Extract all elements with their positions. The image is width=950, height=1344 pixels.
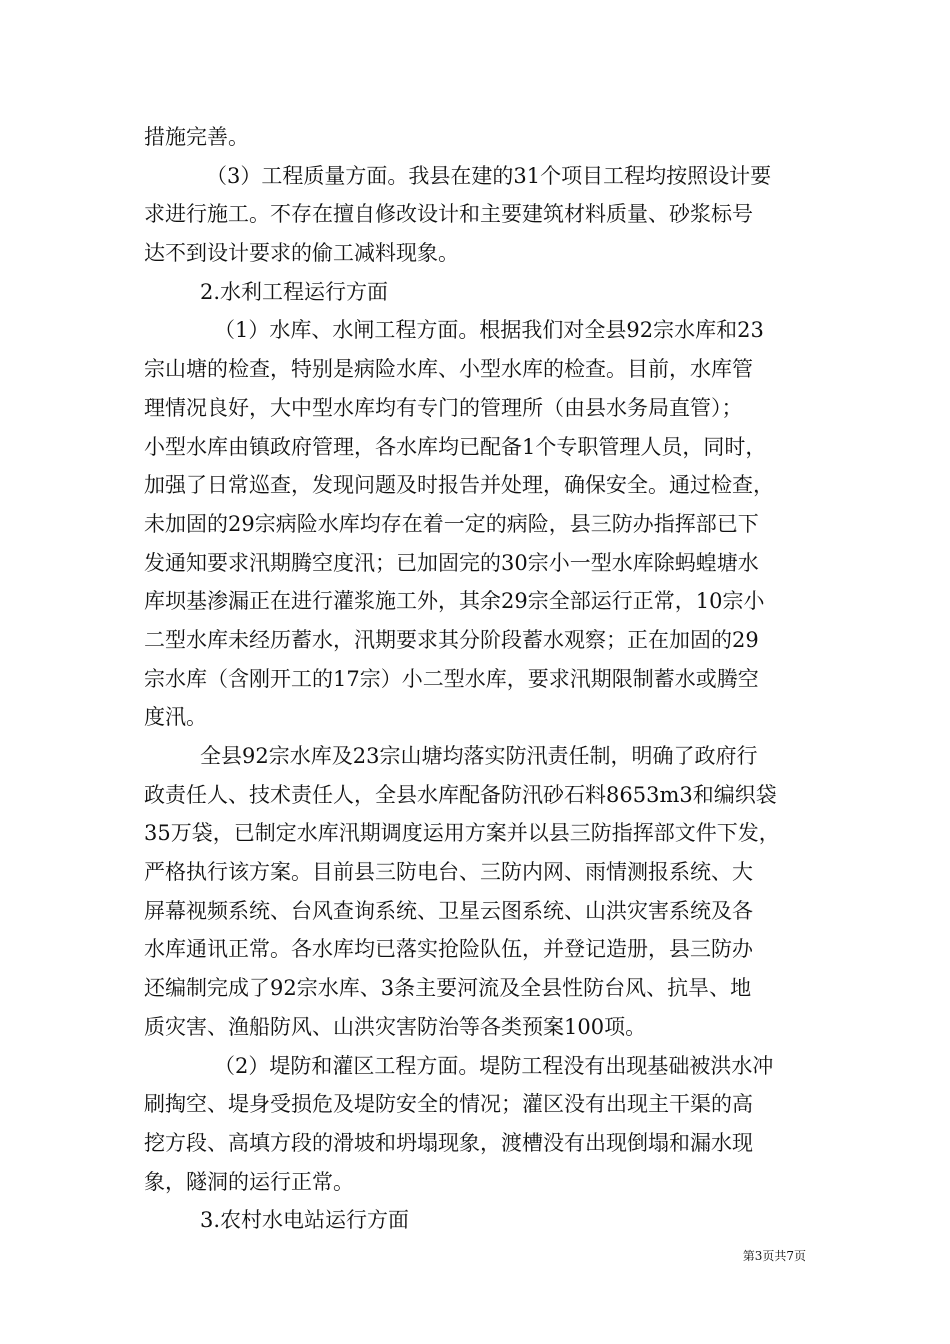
text-line: 35万袋，已制定水库汛期调度运用方案并以县三防指挥部文件下发， bbox=[144, 821, 780, 846]
document-body bbox=[144, 118, 808, 1240]
text-line: 未加固的29宗病险水库均存在着一定的病险，县三防办指挥部已下 bbox=[144, 511, 759, 536]
text-line: 发通知要求汛期腾空度汛；已加固完的30宗小一型水库除蚂蝗塘水 bbox=[144, 550, 759, 575]
text-line: 水库通讯正常。各水库均已落实抢险队伍，并登记造册，县三防办 bbox=[144, 937, 753, 962]
section-heading: 2.水利工程运行方面 bbox=[200, 279, 389, 304]
text-line: 达不到设计要求的偷工减料现象。 bbox=[144, 241, 459, 266]
text-line: 措施完善。 bbox=[144, 125, 249, 149]
text-line: 质灾害、渔船防风、山洪灾害防治等各类预案100项。 bbox=[144, 1014, 647, 1039]
page-number: 第3页共7页 bbox=[742, 1249, 806, 1263]
text-line: 加强了日常巡查，发现问题及时报告并处理，确保安全。通过检查， bbox=[144, 473, 774, 498]
text-line: 还编制完成了92宗水库、3条主要河流及全县性防台风、抗旱、地 bbox=[144, 976, 752, 1001]
text-line: 二型水库未经历蓄水，汛期要求其分阶段蓄水观察；正在加固的29 bbox=[144, 627, 759, 652]
text-line: 宗山塘的检查，特别是病险水库、小型水库的检查。目前，水库管 bbox=[144, 357, 753, 382]
text-line: 屏幕视频系统、台风查询系统、卫星云图系统、山洪灾害系统及各 bbox=[144, 898, 753, 923]
text-line: 度汛。 bbox=[144, 705, 207, 730]
text-line: 小型水库由镇政府管理，各水库均已配备1个专职管理人员，同时， bbox=[144, 434, 767, 459]
text-line: 求进行施工。不存在擅自修改设计和主要建筑材料质量、砂浆标号 bbox=[144, 202, 753, 227]
text-line: 全县92宗水库及23宗山塘均落实防汛责任制，明确了政府行 bbox=[200, 744, 758, 768]
text-line: 挖方段、高填方段的滑坡和坍塌现象，渡槽没有出现倒塌和漏水现 bbox=[144, 1130, 753, 1155]
text-line: （2）堤防和灌区工程方面。堤防工程没有出现基础被洪水冲 bbox=[214, 1053, 774, 1078]
section-heading: 3.农村水电站运行方面 bbox=[200, 1208, 410, 1233]
text-line: 理情况良好，大中型水库均有专门的管理所（由县水务局直管）； bbox=[144, 395, 743, 420]
text-line: （3）工程质量方面。我县在建的31个项目工程均按照设计要 bbox=[206, 163, 772, 188]
text-line: （1）水库、水闸工程方面。根据我们对全县92宗水库和23 bbox=[214, 318, 764, 343]
text-line: 宗水库（含刚开工的17宗）小二型水库，要求汛期限制蓄水或腾空 bbox=[144, 666, 759, 691]
text-line: 象，隧洞的运行正常。 bbox=[144, 1169, 354, 1194]
text-line: 政责任人、技术责任人，全县水库配备防汛砂石料8653m3和编织袋 bbox=[144, 782, 777, 807]
text-line: 严格执行该方案。目前县三防电台、三防内网、雨情测报系统、大 bbox=[144, 860, 753, 885]
text-line: 库坝基渗漏正在进行灌浆施工外，其余29宗全部运行正常，10宗小 bbox=[144, 589, 765, 614]
text-line: 刷掏空、堤身受损危及堤防安全的情况；灌区没有出现主干渠的高 bbox=[144, 1092, 753, 1117]
